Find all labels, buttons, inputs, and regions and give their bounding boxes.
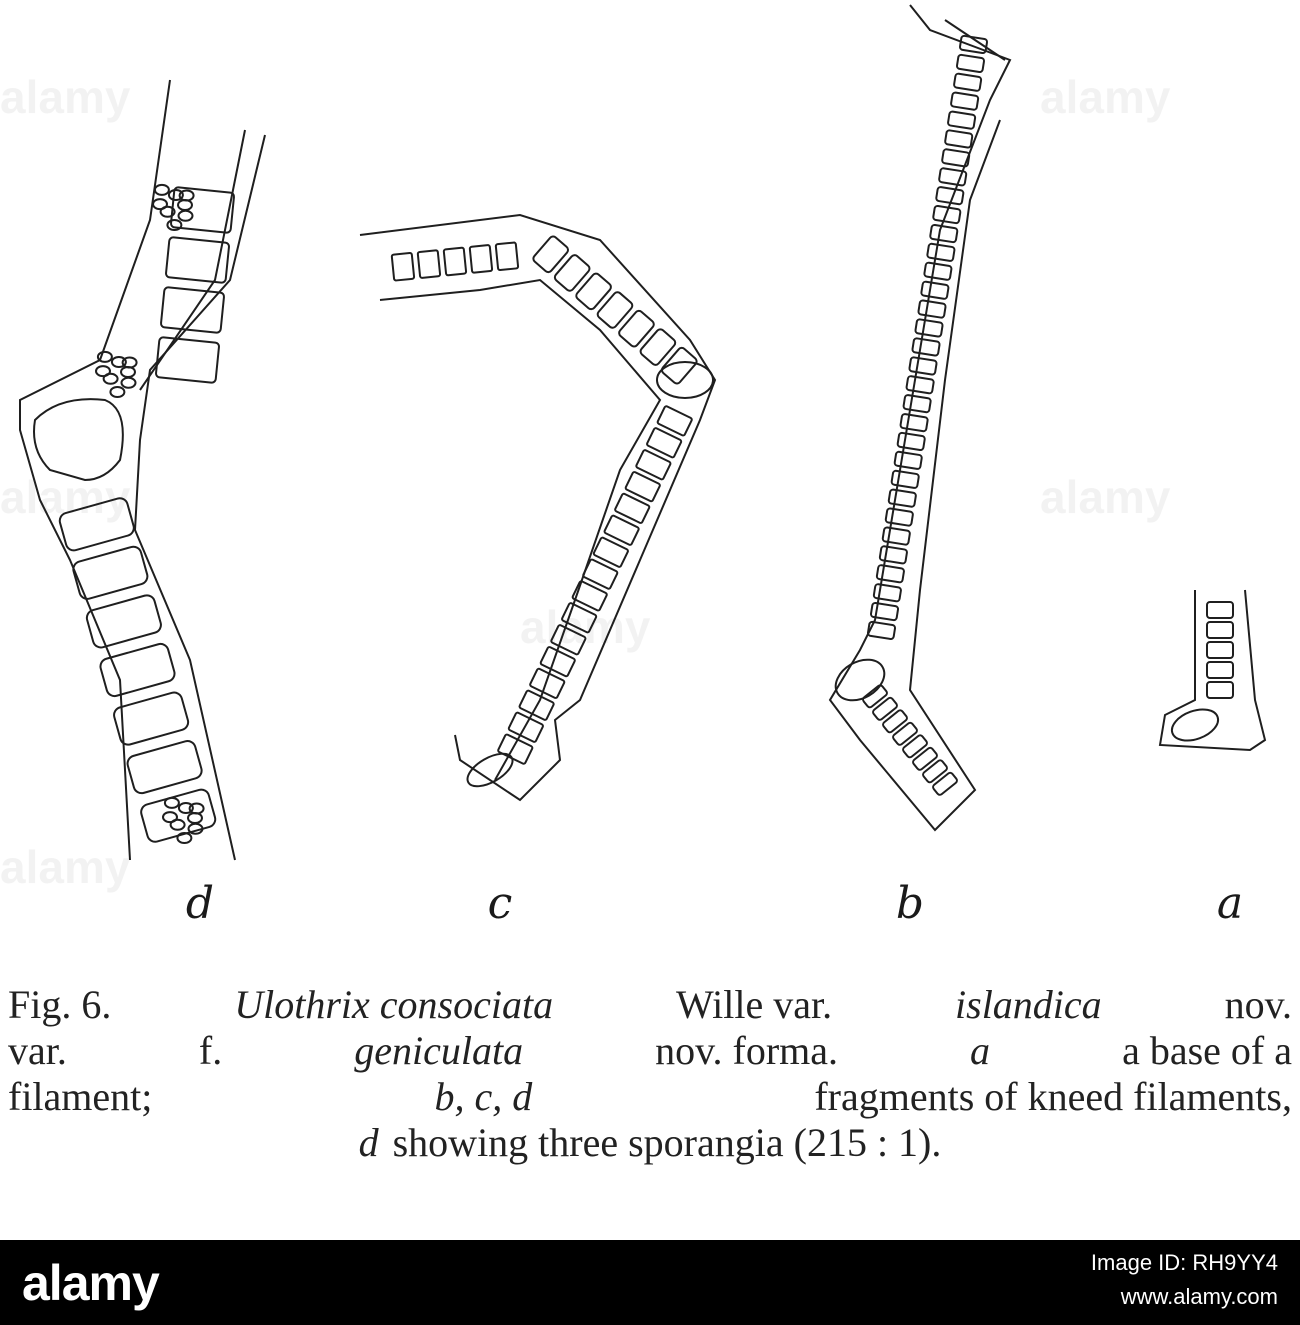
sporangium-spore [179, 211, 193, 221]
watermark-ghost: alamy [1040, 71, 1171, 123]
sporangium-spore [110, 387, 124, 397]
filament-b-cell [892, 722, 918, 746]
watermark-ghost: alamy [0, 841, 131, 893]
filament-b-cell [885, 508, 913, 526]
filament-b-cell [872, 697, 898, 721]
filament-c-cell [596, 291, 634, 330]
caption-line [8, 1120, 1292, 1166]
filament-c-cell [444, 248, 467, 276]
filament-a-cell [1207, 682, 1233, 698]
sporangium-spore [188, 813, 202, 823]
caption-text: fragments of kneed filaments, [814, 1074, 1292, 1119]
filament-b-cell [954, 73, 982, 91]
sporangium-spore [167, 220, 181, 230]
watermark-ghost: alamy [0, 71, 131, 123]
caption-text: var. [8, 1028, 67, 1073]
filament-c-cell [553, 254, 591, 293]
caption-text: Fig. 6. [8, 982, 112, 1027]
filament-b-cell [906, 376, 934, 394]
filament-d-cell [58, 496, 136, 552]
figure-caption [8, 982, 1292, 1166]
sporangium-spore [121, 367, 135, 377]
sporangium-spore [98, 352, 112, 362]
sporangium-spore [123, 358, 137, 368]
caption-text: showing three sporangia (215 : 1). [392, 1120, 942, 1165]
watermark-ghost: alamy [1040, 471, 1171, 523]
filament-b-cell [918, 300, 946, 318]
filament-b-cell [903, 395, 931, 413]
filament-c-cell [496, 242, 519, 270]
watermark-url: www.alamy.com [1120, 1284, 1278, 1309]
filament-b-cell [939, 168, 967, 186]
filament-b-cell [936, 187, 964, 205]
caption-text: a [970, 1028, 991, 1073]
filament-b-cell [902, 734, 928, 758]
filament-b-cell [882, 527, 910, 545]
sporangium-spore [180, 191, 194, 201]
filament-b-cell [922, 759, 948, 783]
filament-b-cell [924, 262, 952, 280]
caption-text: b, c, d [434, 1074, 533, 1119]
filament-d-cell [99, 642, 177, 698]
filament-a-cell [1207, 662, 1233, 678]
filament-b-cell [868, 621, 896, 639]
panel-letter-d: d [185, 878, 215, 929]
sporangium-spore [165, 798, 179, 808]
filament-c-cell [618, 309, 656, 348]
sporangium-spore [96, 366, 110, 376]
filament-a-wall [1160, 590, 1265, 750]
filament-c-cell [639, 328, 677, 367]
filament-b-wall [830, 5, 1010, 830]
filament-b-cell [897, 432, 925, 450]
filament-c-cell [392, 253, 415, 281]
caption-text: nov. forma. [655, 1028, 839, 1073]
filament-b-cell [828, 651, 891, 708]
filament-b-cell [882, 709, 908, 733]
filament-a-cell [1207, 622, 1233, 638]
caption-text: filament; [8, 1074, 153, 1119]
watermark-ghost: alamy [0, 471, 131, 523]
caption-line [8, 1074, 1292, 1120]
panel-letter-a: a [1216, 878, 1244, 929]
panel-letter-c: c [487, 878, 513, 929]
filament-b-cell [871, 603, 899, 621]
caption-text: Ulothrix consociata [234, 982, 554, 1027]
filament-b-cell [888, 489, 916, 507]
filament-b-cell [909, 357, 937, 375]
sporangium-spore [122, 378, 136, 388]
filament-b-cell [873, 584, 901, 602]
sporangium-spore [190, 804, 204, 814]
filament-d-wall [140, 130, 245, 390]
filament-d-cell [161, 287, 225, 333]
filament-b-cell [945, 130, 973, 148]
filament-c-cell [418, 250, 441, 278]
caption-text: d [358, 1120, 379, 1165]
caption-text: f. [198, 1028, 223, 1073]
filament-b-cell [951, 92, 979, 110]
filament-b-cell [879, 546, 907, 564]
filament-b-cell [912, 747, 938, 771]
caption-line [8, 1028, 1292, 1074]
caption-text: islandica [955, 982, 1102, 1027]
filament-b-cell [876, 565, 904, 583]
panel-letter-b: b [895, 878, 925, 929]
filament-b-cell [915, 319, 943, 337]
watermark-ghost: alamy [520, 601, 651, 653]
filament-b-cell [930, 225, 958, 243]
filament-a-cell [1207, 602, 1233, 618]
filament-b-cell [932, 772, 958, 796]
caption-text: Wille var. [676, 982, 833, 1027]
filament-b-cell [891, 470, 919, 488]
sporangium-spore [163, 812, 177, 822]
filament-b-cell [957, 54, 985, 72]
filament-d-cell [126, 739, 204, 795]
caption-text: geniculata [354, 1028, 524, 1073]
filament-b-cell [894, 451, 922, 469]
filament-d-wall [135, 135, 265, 860]
caption-line [8, 982, 1292, 1028]
filament-d-cell [156, 337, 220, 383]
alamy-logo: alamy [22, 1255, 159, 1311]
filament-b-cell [900, 414, 928, 432]
sporangium-spore [155, 185, 169, 195]
filament-c-cell [575, 272, 613, 311]
sporangium-spore [153, 199, 167, 209]
watermark-band [0, 1240, 1300, 1325]
filament-d-cell [34, 399, 123, 480]
filament-d-cell [85, 593, 163, 649]
filament-a-cell [1207, 642, 1233, 658]
filament-d-wall [20, 80, 170, 860]
filament-b-cell [927, 243, 955, 261]
filament-c-cell [532, 235, 570, 274]
filament-b-cell [948, 111, 976, 129]
filament-c-wall [360, 215, 715, 800]
filament-b-cell [912, 338, 940, 356]
filament-c-cell [657, 362, 713, 398]
sporangium-spore [178, 200, 192, 210]
image-id-label: Image ID: RH9YY4 [1090, 1250, 1278, 1275]
filament-c-cell [470, 245, 493, 273]
filament-b-cell [921, 281, 949, 299]
caption-text: nov. [1224, 982, 1292, 1027]
caption-text: a base of a [1122, 1028, 1292, 1073]
